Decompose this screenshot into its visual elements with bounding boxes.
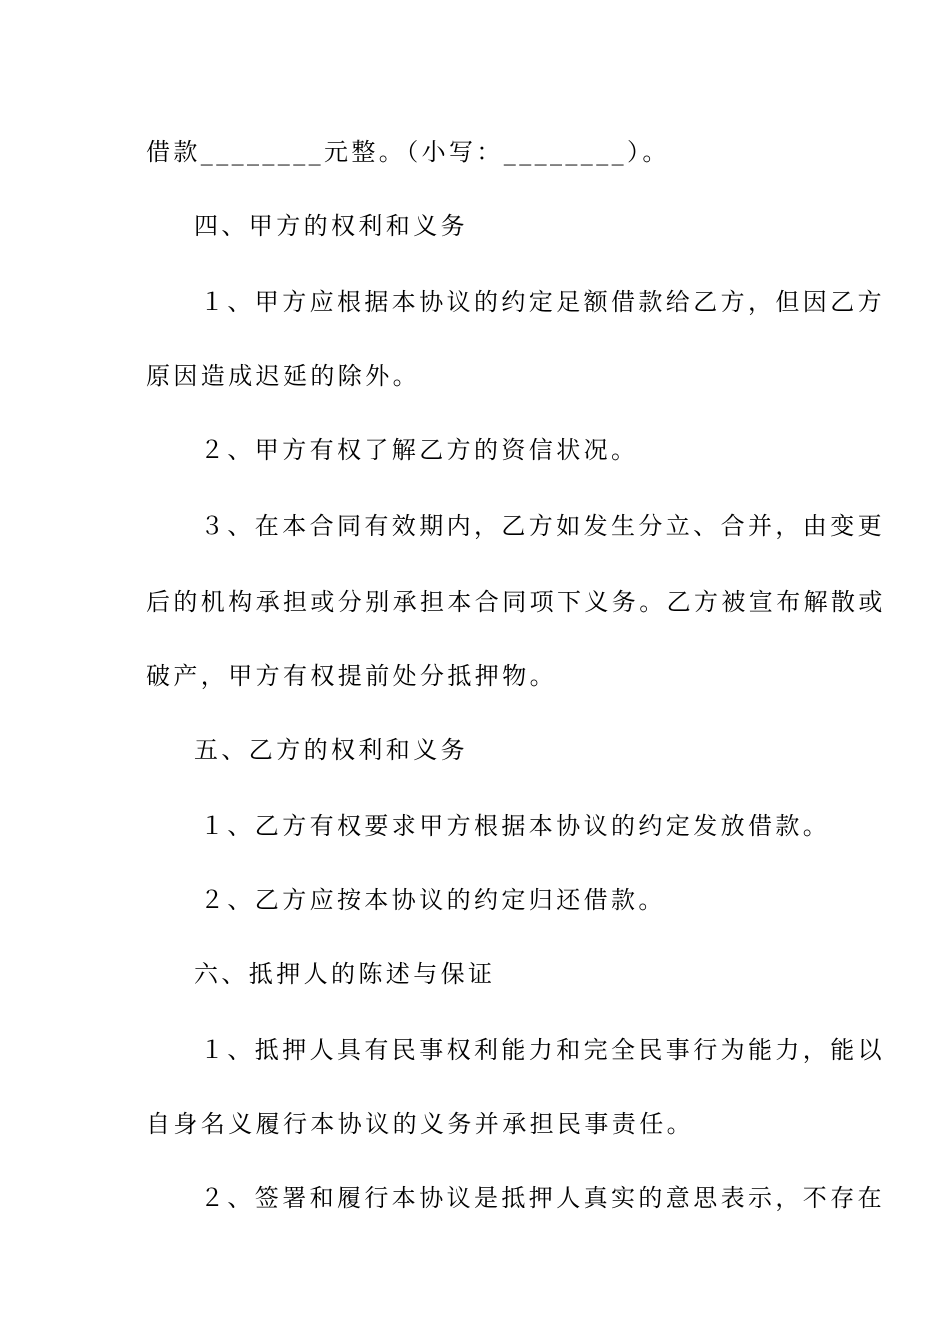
section-heading-party-b-rights: 五、乙方的权利和义务	[194, 736, 468, 764]
party-a-clause-3-line-1: ３、在本合同有效期内，乙方如发生分立、合并，由变更	[200, 512, 885, 540]
party-a-clause-3-line-2: 后的机构承担或分别承担本合同项下义务。乙方被宣布解散或	[146, 588, 886, 616]
mortgagor-clause-1-line-1: １、抵押人具有民事权利能力和完全民事行为能力，能以	[200, 1036, 885, 1064]
party-b-clause-2: ２、乙方应按本协议的约定归还借款。	[200, 886, 666, 914]
mortgagor-clause-1-line-2: 自身名义履行本协议的义务并承担民事责任。	[146, 1110, 694, 1138]
party-a-clause-1-line-2: 原因造成迟延的除外。	[146, 362, 420, 390]
party-a-clause-2: ２、甲方有权了解乙方的资信状况。	[200, 436, 639, 464]
section-heading-mortgagor-warranties: 六、抵押人的陈述与保证	[194, 960, 496, 988]
party-a-clause-3-line-3: 破产，甲方有权提前处分抵押物。	[146, 662, 557, 690]
loan-amount-line: 借款________元整。（小写：________）。	[146, 138, 670, 166]
section-heading-party-a-rights: 四、甲方的权利和义务	[194, 212, 468, 240]
party-b-clause-1: １、乙方有权要求甲方根据本协议的约定发放借款。	[200, 812, 831, 840]
mortgagor-clause-2-line-1: ２、签署和履行本协议是抵押人真实的意思表示，不存在	[200, 1184, 885, 1212]
party-a-clause-1-line-1: １、甲方应根据本协议的约定足额借款给乙方，但因乙方	[200, 288, 885, 316]
